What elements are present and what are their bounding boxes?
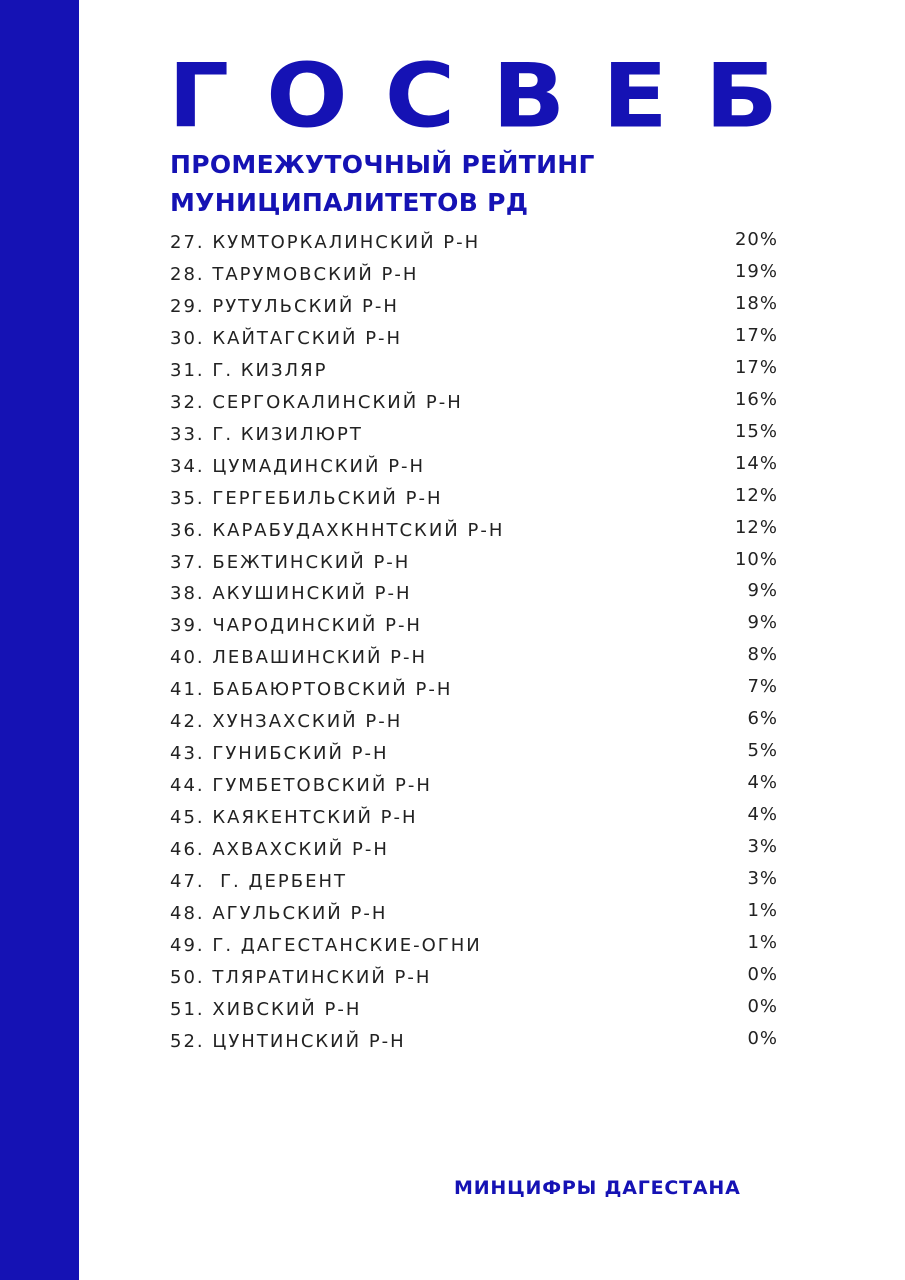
municipality-name: 46. АХВАХСКИЙ Р-Н — [170, 839, 389, 861]
rating-percent: 8% — [747, 644, 778, 666]
subtitle-line: ПРОМЕЖУТОЧНЫЙ РЕЙТИНГ — [170, 150, 595, 179]
rating-percent: 12% — [734, 516, 778, 538]
rating-percent: 9% — [747, 580, 778, 602]
title-letter: Б — [704, 44, 778, 148]
ranking-row — [170, 580, 778, 612]
ranking-row — [170, 485, 778, 517]
footer-label: МИНЦИФРЫ ДАГЕСТАНА — [454, 1177, 741, 1199]
municipality-name: 28. ТАРУМОВСКИЙ Р-Н — [170, 263, 419, 285]
ranking-row — [170, 932, 778, 964]
title-letter: Г — [168, 44, 230, 148]
rating-percent: 14% — [734, 452, 778, 474]
rating-percent: 18% — [734, 292, 778, 314]
municipality-name: 36. КАРАБУДАХКННТСКИЙ Р-Н — [170, 519, 505, 541]
ranking-list — [170, 229, 778, 1060]
rating-percent: 6% — [747, 708, 778, 730]
page-title — [168, 44, 778, 148]
ranking-row — [170, 293, 778, 325]
ranking-row — [170, 261, 778, 293]
ranking-row — [170, 708, 778, 740]
rating-percent: 9% — [747, 612, 778, 634]
ranking-row — [170, 676, 778, 708]
ranking-row — [170, 868, 778, 900]
municipality-name: 51. ХИВСКИЙ Р-Н — [170, 998, 362, 1020]
rating-percent: 3% — [747, 868, 778, 890]
municipality-name: 38. АКУШИНСКИЙ Р-Н — [170, 583, 412, 605]
municipality-name: 43. ГУНИБСКИЙ Р-Н — [170, 743, 389, 765]
ranking-row — [170, 772, 778, 804]
ranking-row — [170, 421, 778, 453]
rating-percent: 17% — [734, 324, 778, 346]
municipality-name: 29. РУТУЛЬСКИЙ Р-Н — [170, 295, 399, 317]
municipality-name: 40. ЛЕВАШИНСКИЙ Р-Н — [170, 647, 428, 669]
ranking-row — [170, 549, 778, 581]
rating-percent: 20% — [734, 229, 778, 250]
title-letter: О — [266, 44, 348, 148]
ranking-row — [170, 644, 778, 676]
ranking-row — [170, 229, 778, 261]
ranking-row — [170, 612, 778, 644]
municipality-name: 27. КУМТОРКАЛИНСКИЙ Р-Н — [170, 232, 481, 253]
ranking-row — [170, 453, 778, 485]
rating-percent: 7% — [747, 676, 778, 698]
title-letter: Е — [602, 44, 668, 148]
municipality-name: 33. Г. КИЗИЛЮРТ — [170, 423, 363, 445]
rating-percent: 12% — [734, 484, 778, 506]
rating-percent: 0% — [747, 995, 778, 1017]
rating-percent: 17% — [734, 356, 778, 378]
ranking-row — [170, 836, 778, 868]
municipality-name: 31. Г. КИЗЛЯР — [170, 359, 328, 381]
ranking-row — [170, 900, 778, 932]
municipality-name: 30. КАЙТАГСКИЙ Р-Н — [170, 327, 403, 349]
municipality-name: 44. ГУМБЕТОВСКИЙ Р-Н — [170, 775, 432, 797]
ranking-row — [170, 517, 778, 549]
rating-percent: 0% — [747, 963, 778, 985]
municipality-name: 50. ТЛЯРАТИНСКИЙ Р-Н — [170, 966, 432, 988]
rating-percent: 5% — [747, 740, 778, 762]
rating-percent: 10% — [734, 548, 778, 570]
municipality-name: 41. БАБАЮРТОВСКИЙ Р-Н — [170, 679, 453, 701]
rating-percent: 1% — [747, 900, 778, 922]
sidebar-band — [0, 0, 79, 1280]
ranking-row — [170, 389, 778, 421]
municipality-name: 48. АГУЛЬСКИЙ Р-Н — [170, 903, 388, 925]
municipality-name: 32. СЕРГОКАЛИНСКИЙ Р-Н — [170, 391, 463, 413]
municipality-name: 45. КАЯКЕНТСКИЙ Р-Н — [170, 807, 418, 829]
rating-percent: 3% — [747, 836, 778, 858]
municipality-name: 52. ЦУНТИНСКИЙ Р-Н — [170, 1030, 406, 1052]
ranking-row — [170, 964, 778, 996]
rating-percent: 0% — [747, 1027, 778, 1049]
ranking-row — [170, 1028, 778, 1060]
municipality-name: 42. ХУНЗАХСКИЙ Р-Н — [170, 711, 403, 733]
ranking-row — [170, 996, 778, 1028]
municipality-name: 49. Г. ДАГЕСТАНСКИЕ-ОГНИ — [170, 934, 482, 956]
title-letter: В — [492, 44, 566, 148]
municipality-name: 37. БЕЖТИНСКИЙ Р-Н — [170, 551, 411, 573]
rating-percent: 4% — [747, 772, 778, 794]
municipality-name: 34. ЦУМАДИНСКИЙ Р-Н — [170, 455, 426, 477]
rating-percent: 1% — [747, 931, 778, 953]
municipality-name: 39. ЧАРОДИНСКИЙ Р-Н — [170, 615, 422, 637]
municipality-name: 47. Г. ДЕРБЕНТ — [170, 871, 348, 893]
ranking-row — [170, 804, 778, 836]
subtitle-line: МУНИЦИПАЛИТЕТОВ РД — [170, 188, 529, 217]
rating-percent: 15% — [734, 420, 778, 442]
rating-percent: 4% — [747, 804, 778, 826]
ranking-row — [170, 325, 778, 357]
ranking-row — [170, 740, 778, 772]
rating-percent: 19% — [734, 260, 778, 282]
ranking-row — [170, 357, 778, 389]
rating-percent: 16% — [734, 388, 778, 410]
page-subtitle — [170, 146, 730, 222]
municipality-name: 35. ГЕРГЕБИЛЬСКИЙ Р-Н — [170, 487, 443, 509]
title-letter: С — [384, 44, 456, 148]
